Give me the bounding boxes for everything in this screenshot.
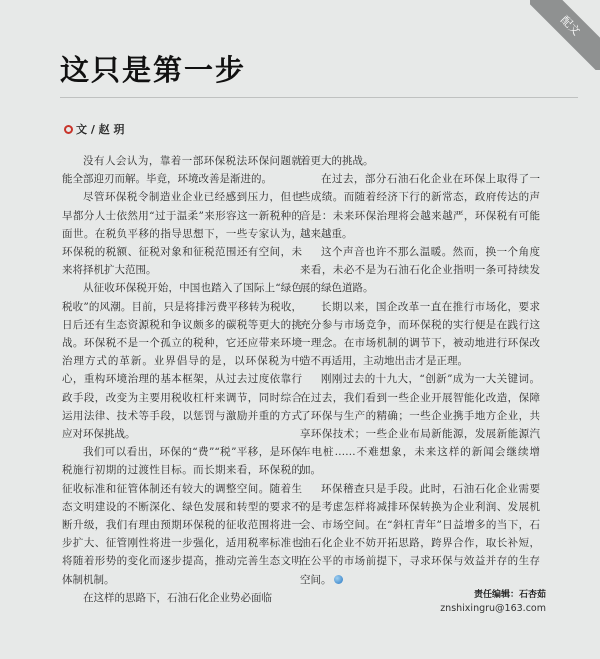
paragraph-continued: 着更大的挑战。 — [300, 155, 374, 167]
author-bullet-icon — [64, 125, 73, 134]
left-column — [62, 152, 302, 607]
title-divider — [60, 97, 578, 98]
footer — [300, 588, 546, 616]
author-name: 文 / 赵 玥 — [76, 123, 125, 136]
paragraph: 这个声音也许不那么温暖。然而，换一个角度来看，未必不是为石油石化企业指明一条可持续发展的绿色道路。 — [300, 246, 540, 295]
paragraph: 在过去，部分石油石化企业在环保上取得了一些成绩。而随着经济下行的新常态，政府传达的声音是：未来环保治理将会越来越严，环保税有可能越来越重。 — [300, 173, 540, 240]
end-mark-icon — [334, 575, 343, 584]
editor-email[interactable]: znshixingru@163.com — [440, 603, 546, 614]
paragraph-final-text: 环保稽查只是手段。此时，石油石化企业需要的是考虑怎样将减排环保转换为企业利润、发展机会、市场空间。在“斜杠青年”日益增多的当下，石油石化企业不妨开拓思路，跨界合作，取长补短，在公平的市场前提下，寻求环保与效益并存的生存空间。 — [300, 482, 540, 586]
section-tag: 配文 — [530, 0, 600, 70]
right-column — [300, 152, 540, 589]
paragraph: 尽管环保税令制造业企业已经感到压力，但也早都分人士依然用“过于温柔”来形容这一新税种的面世。在税负平移的指导思想下，一些专家认为，环保税的税额、征税对象和征税范围还有空间，未来将择机扩大范围。 — [62, 191, 302, 277]
paragraph: 我们可以看出，环保的“费”“税”平移，是环保税施行初期的过渡性目标。而长期来看，环保税的征收标准和征管体制还有较大的调整空间。随着生态文明建设的不断深化、绿色发展和转型的要求不断升级，我们有理由预期环保税的征收范围将进一步扩大、征管刚性将进一步强化，适用税率标准也将随着形势的变化而逐步提高，推动完善生态文明体制机制。 — [62, 446, 302, 586]
paragraph: 刚刚过去的十九大，“创新”成为一大关键词。在过去，我们看到一些企业开展智能化改造，保障了环保与生产的精确；一些企业携手地方企业，共享环保技术；一些企业布局新能源，发展新能源汽车电桩……不难想象，未来这样的新闻会继续增加。 — [300, 373, 540, 477]
editor-credit: 责任编辑：石杏茹 — [473, 590, 546, 600]
paragraph-final — [300, 480, 540, 589]
article-title: 这只是第一步 — [60, 53, 247, 87]
paragraph: 没有人会认为，靠着一部环保税法环保问题就能全部迎刃而解。毕竟，环境改善是渐进的。 — [62, 155, 302, 186]
paragraph: 从征收环保税开始，中国也踏入了国际上“绿色税收”的风潮。目前，只是将排污费平移转为税收，日后还有生态资源税和争议颇多的碳税等更大的挑战。环保税不是一个孤立的税种，它还应带来环境治理方式的革新。业界倡导的是，以环保税为中心，重构环境治理的基本框架，从过去过度依靠行政手段，改变为主要用税收杠杆来调节，同时综合运用法律、技术等手段，以惩罚与激励并重的方式应对环保挑战。 — [62, 282, 302, 441]
section-corner-tab — [530, 0, 600, 70]
paragraph: 在这样的思路下，石油石化企业势必面临 — [83, 591, 272, 604]
author-line — [64, 121, 125, 137]
paragraph: 长期以来，国企改革一直在推行市场化，要求充分参与市场竞争，而环保税的实行便是在践行这一理念。在市场机制的调节下，被动地进行环保改造不再适用，主动地出击才是正理。 — [300, 300, 540, 368]
